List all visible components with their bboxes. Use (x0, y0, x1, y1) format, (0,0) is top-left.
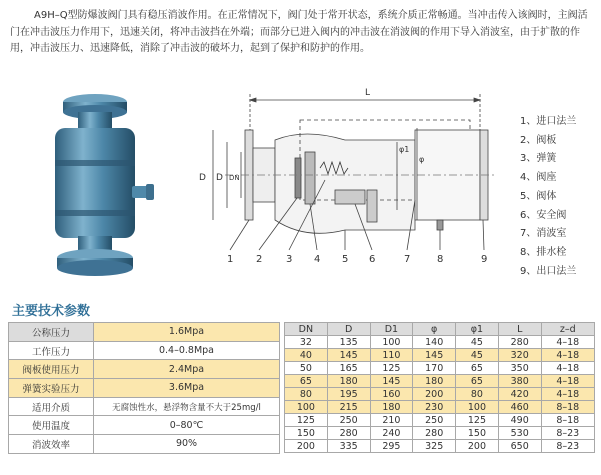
table-row (285, 414, 595, 427)
cell: 100 (370, 336, 413, 349)
callout-8: 8 (437, 254, 444, 265)
cell: 4–18 (541, 388, 594, 401)
table-row (9, 379, 280, 398)
cell: 125 (285, 414, 328, 427)
cell: 8–23 (541, 427, 594, 440)
callout-6: 6 (369, 254, 376, 265)
cell: 50 (285, 362, 328, 375)
cell: 80 (285, 388, 328, 401)
cell: 65 (456, 375, 499, 388)
cell: 420 (498, 388, 541, 401)
cell: 125 (456, 414, 499, 427)
dim-phi1-label: φ1 (399, 145, 410, 154)
cell: 80 (456, 388, 499, 401)
legend-item: 8、排水栓 (520, 246, 567, 258)
cell: 180 (327, 375, 370, 388)
cell: 145 (327, 349, 370, 362)
cell: 40 (285, 349, 328, 362)
cell: 110 (370, 349, 413, 362)
param-value: 90% (94, 435, 280, 454)
cell: 280 (498, 336, 541, 349)
column-header: DN (285, 323, 328, 336)
cell: 125 (370, 362, 413, 375)
table-row (285, 440, 595, 453)
legend-item: 9、出口法兰 (520, 265, 577, 277)
cell: 4–18 (541, 349, 594, 362)
cell: 65 (285, 375, 328, 388)
table-row (9, 416, 280, 435)
valve-photo (40, 90, 160, 280)
column-header: D (327, 323, 370, 336)
cell: 4–18 (541, 375, 594, 388)
table-row (285, 401, 595, 414)
cell: 240 (370, 427, 413, 440)
table-row (285, 427, 595, 440)
cell: 215 (327, 401, 370, 414)
param-label: 阀板使用压力 (9, 360, 94, 379)
param-value: 无腐蚀性水，悬浮物含量不大于25mg/l (94, 397, 280, 416)
legend-item: 5、阀体 (520, 190, 557, 202)
cell: 8–23 (541, 440, 594, 453)
legend-item: 2、阀板 (520, 134, 557, 146)
cell: 8–18 (541, 401, 594, 414)
cell: 200 (456, 440, 499, 453)
callout-7: 7 (404, 254, 411, 265)
cell: 100 (456, 401, 499, 414)
cell: 210 (370, 414, 413, 427)
cell: 650 (498, 440, 541, 453)
cell: 170 (413, 362, 456, 375)
cell: 4–18 (541, 362, 594, 375)
callout-5: 5 (342, 254, 349, 265)
legend-item: 7、消波室 (520, 228, 567, 240)
param-label: 工作压力 (9, 341, 94, 360)
legend-item: 3、弹簧 (520, 153, 557, 165)
param-value: 0–80℃ (94, 416, 280, 435)
cell: 530 (498, 427, 541, 440)
legend-item: 1、进口法兰 (520, 116, 577, 127)
intro-paragraph: A9H–Q型防爆波阀门具有稳压消波作用。在正常情况下，阀门处于常开状态，系统介质正常畅通。当冲击传入该阀时，主阀活门在冲击波压力作用下，迅速关闭，将冲击波挡在外端；而部分已进入阀内的冲击波在消波阀的作用下导入消波室，由于扩散的作用，冲击波压力、迅速降低，消除了冲击波的破坏力，起到了保护和防护的作用。 (10, 10, 588, 54)
cell: 160 (370, 388, 413, 401)
cell: 250 (327, 414, 370, 427)
table-row (9, 323, 280, 342)
cell: 45 (456, 336, 499, 349)
table-row (9, 435, 280, 454)
cell: 32 (285, 336, 328, 349)
dim-DN-label: DN (229, 174, 240, 182)
params-table (8, 322, 280, 454)
cell: 280 (327, 427, 370, 440)
cell: 165 (327, 362, 370, 375)
param-value: 2.4Mpa (94, 360, 280, 379)
cell: 180 (370, 401, 413, 414)
cell: 460 (498, 401, 541, 414)
cell: 65 (456, 362, 499, 375)
cell: 150 (285, 427, 328, 440)
cell: 145 (370, 375, 413, 388)
param-value: 3.6Mpa (94, 379, 280, 398)
callout-4: 4 (314, 254, 321, 265)
cell: 135 (327, 336, 370, 349)
section-title: 主要技术参数 (12, 304, 91, 319)
cell: 140 (413, 336, 456, 349)
cell: 145 (413, 349, 456, 362)
column-header: z–d (541, 323, 594, 336)
param-value: 1.6Mpa (94, 323, 280, 342)
cell: 200 (413, 388, 456, 401)
param-label: 弹簧实验压力 (9, 379, 94, 398)
table-row (9, 397, 280, 416)
table-row (9, 360, 280, 379)
column-header: L (498, 323, 541, 336)
legend-item: 6、安全阀 (520, 209, 567, 221)
table-row (285, 362, 595, 375)
cell: 295 (370, 440, 413, 453)
cell: 200 (285, 440, 328, 453)
cell: 320 (498, 349, 541, 362)
cell: 180 (413, 375, 456, 388)
legend-item: 4、阀座 (520, 172, 557, 184)
column-header: φ1 (456, 323, 499, 336)
callout-3: 3 (286, 254, 293, 265)
table-row (285, 349, 595, 362)
dim-L-label: L (365, 88, 371, 98)
callout-9: 9 (481, 254, 488, 265)
cell: 325 (413, 440, 456, 453)
column-header: φ (413, 323, 456, 336)
param-label: 公称压力 (9, 323, 94, 342)
cell: 380 (498, 375, 541, 388)
cell: 280 (413, 427, 456, 440)
cell: 195 (327, 388, 370, 401)
dim-phi-label: φ (419, 155, 425, 164)
cell: 350 (498, 362, 541, 375)
param-value: 0.4–0.8Mpa (94, 341, 280, 360)
cell: 45 (456, 349, 499, 362)
parts-legend (520, 113, 576, 281)
cell: 4–18 (541, 336, 594, 349)
table-row (9, 341, 280, 360)
table-row (285, 388, 595, 401)
valve-cross-section-diagram (185, 80, 505, 270)
param-label: 使用温度 (9, 416, 94, 435)
table-row (285, 336, 595, 349)
cell: 8–18 (541, 414, 594, 427)
cell: 250 (413, 414, 456, 427)
callout-2: 2 (256, 254, 263, 265)
cell: 150 (456, 427, 499, 440)
table-row (285, 375, 595, 388)
callout-1: 1 (227, 254, 234, 265)
table-header-row (285, 323, 595, 336)
cell: 100 (285, 401, 328, 414)
param-label: 适用介质 (9, 397, 94, 416)
cell: 490 (498, 414, 541, 427)
cell: 230 (413, 401, 456, 414)
cell: 335 (327, 440, 370, 453)
dim-D-inner-label: D (216, 173, 223, 183)
param-label: 消波效率 (9, 435, 94, 454)
dimensions-table (284, 322, 595, 453)
dim-D-outer-label: D (199, 173, 206, 183)
column-header: D1 (370, 323, 413, 336)
